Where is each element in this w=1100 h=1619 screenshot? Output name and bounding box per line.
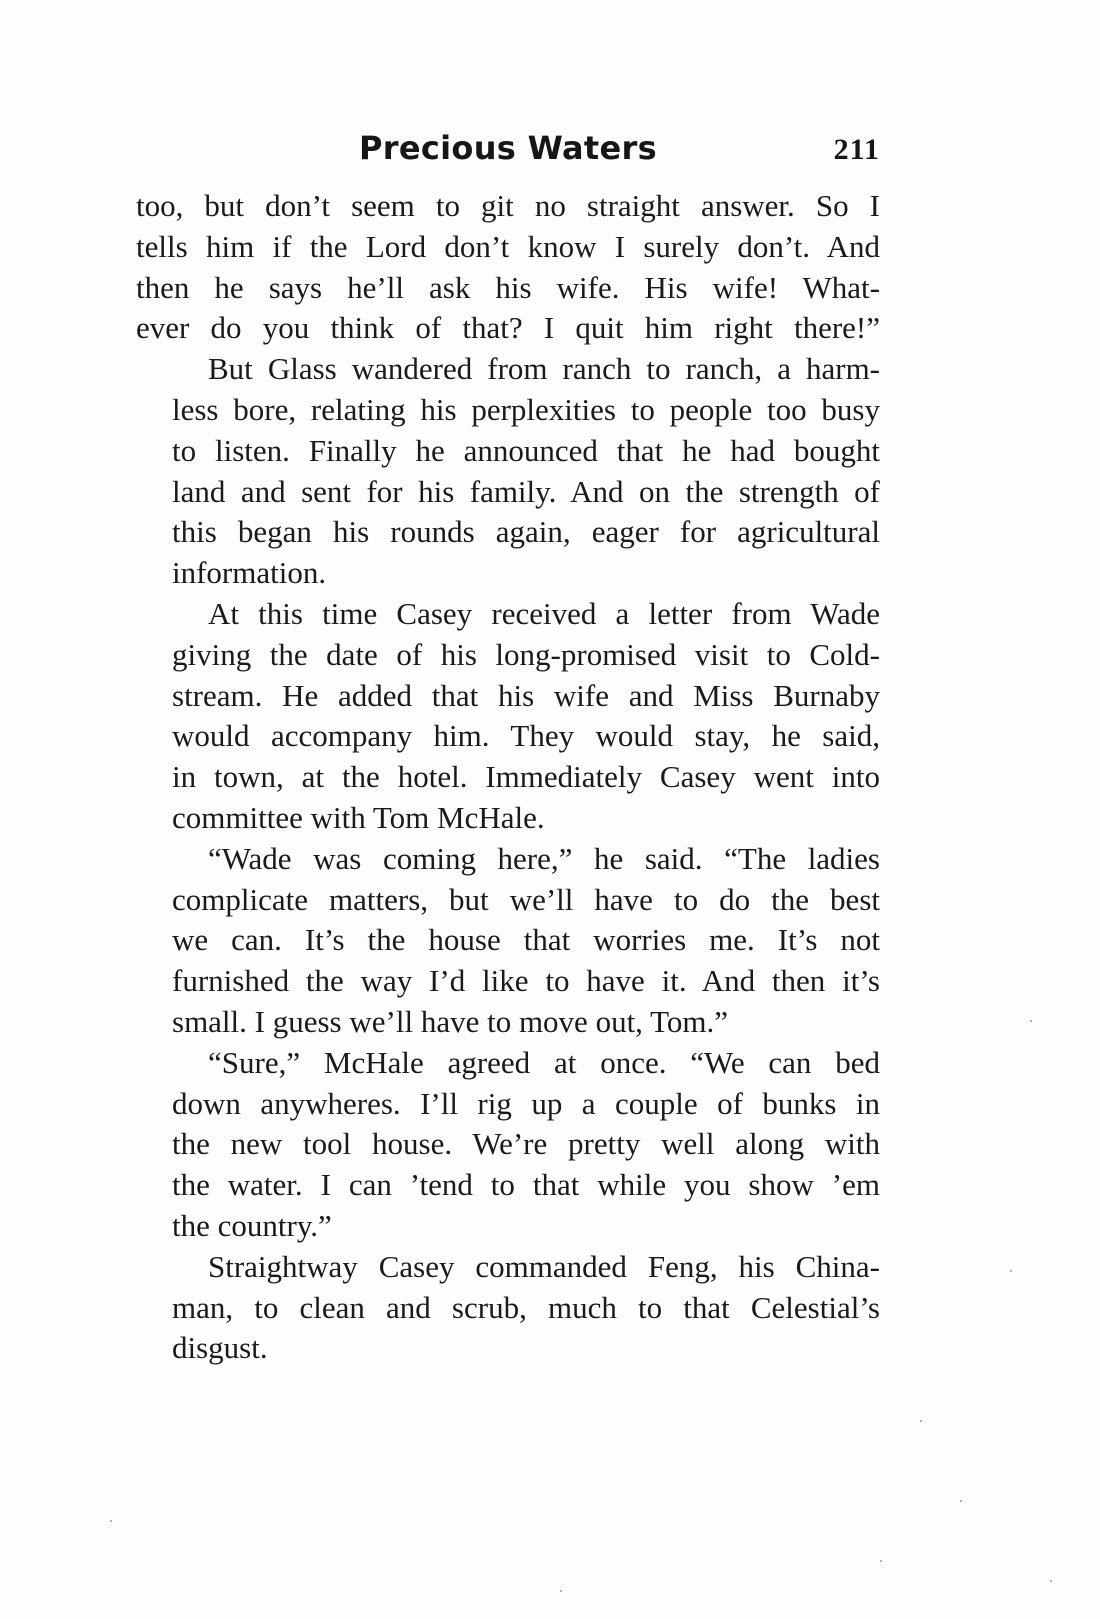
text-line: tells him if the Lord don’t know I surely don’t. And [136, 228, 880, 264]
scan-speck [1050, 1580, 1052, 1582]
text-line: “Wade was coming here,” he said. “The ladies [208, 840, 880, 876]
text-line: this began his rounds again, eager for agricultural [172, 514, 880, 550]
scan-speck [560, 1590, 562, 1592]
text-line: Straightway Casey commanded Feng, his China- [208, 1248, 880, 1284]
text-line: information. [172, 555, 327, 591]
text-line: committee with Tom McHale. [172, 799, 545, 835]
text-line: But Glass wandered from ranch to ranch, a harm- [208, 351, 880, 387]
running-title: Precious Waters [359, 129, 657, 167]
text-line: to listen. Finally he announced that he had bought [172, 432, 880, 468]
text-line: man, to clean and scrub, much to that Celestial’s [172, 1289, 880, 1325]
text-line: ever do you think of that? I quit him right there!” [136, 310, 880, 346]
scan-speck [880, 1560, 882, 1562]
text-line: land and sent for his family. And on the strength of [172, 473, 880, 509]
page-number: 211 [833, 133, 880, 166]
body-text [136, 186, 880, 1369]
text-line: too, but don’t seem to git no straight answer. So I [136, 188, 880, 223]
text-line: down anywheres. I’ll rig up a couple of bunks in [172, 1085, 880, 1121]
paragraph-5 [136, 1043, 880, 1247]
text-line: complicate matters, but we’ll have to do the best [172, 881, 880, 917]
text-line: would accompany him. They would stay, he said, [172, 718, 880, 754]
text-line: we can. It’s the house that worries me. It’s not [172, 922, 880, 958]
paragraph-2 [136, 349, 880, 594]
paragraph-4 [136, 839, 880, 1043]
text-line: “Sure,” McHale agreed at once. “We can bed [208, 1044, 880, 1080]
text-line: small. I guess we’ll have to move out, Tom.” [172, 1003, 729, 1039]
text-line: the country.” [172, 1207, 332, 1243]
text-line: stream. He added that his wife and Miss Burnaby [172, 677, 880, 713]
paragraph-1 [136, 186, 880, 349]
scan-speck [920, 1420, 922, 1422]
paragraph-6 [136, 1247, 880, 1369]
text-line: less bore, relating his perplexities to people too busy [172, 391, 880, 427]
scan-speck [960, 1500, 962, 1502]
text-line: the new tool house. We’re pretty well along with [172, 1126, 880, 1162]
text-line: the water. I can ’tend to that while you show ’em [172, 1167, 880, 1203]
text-line: At this time Casey received a letter from Wade [208, 595, 880, 631]
text-line: in town, at the hotel. Immediately Casey went into [172, 759, 880, 795]
text-line: then he says he’ll ask his wife. His wife! What- [136, 269, 880, 305]
scan-speck [1010, 1270, 1012, 1272]
running-head [136, 126, 880, 170]
scan-speck [1030, 1020, 1032, 1022]
text-line: furnished the way I’d like to have it. And then it’s [172, 963, 880, 999]
text-line: disgust. [172, 1330, 268, 1366]
text-line: giving the date of his long-promised visit to Cold- [172, 636, 880, 672]
paragraph-3 [136, 594, 880, 839]
scan-speck [110, 1520, 112, 1522]
